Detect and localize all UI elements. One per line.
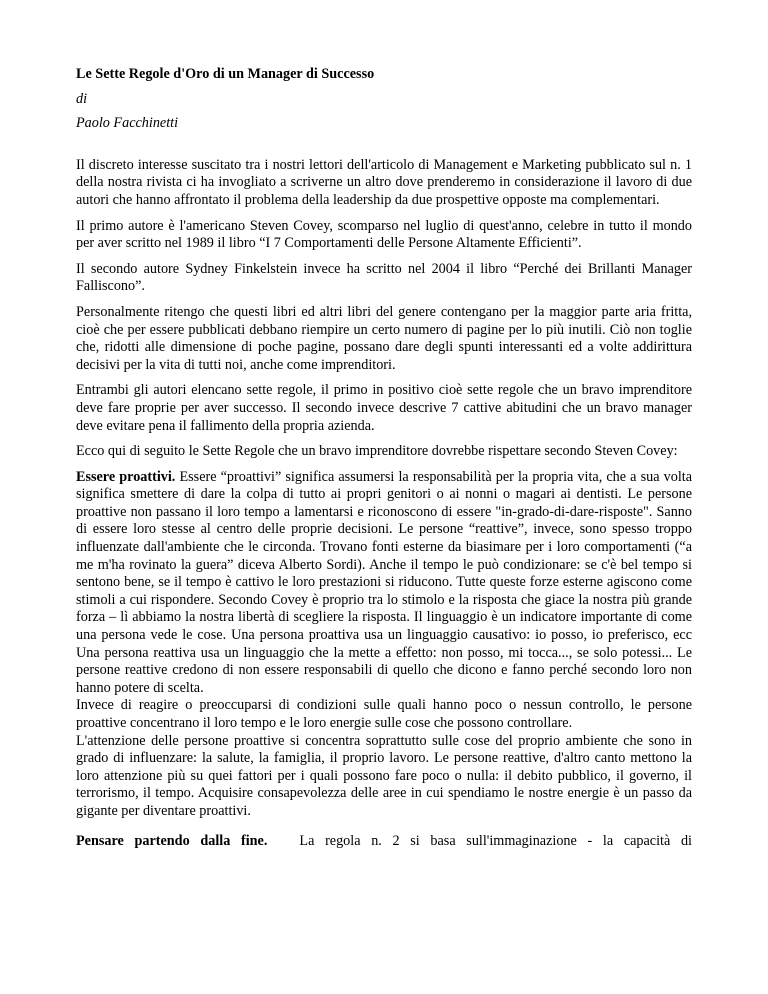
rule-1-paragraph-3: L'attenzione delle persone proattive si concentra soprattutto sulle cose del proprio ambiente che sono in grado di influenzare: la salute, la famiglia, il proprio lavoro. Le persone reattive, d'altro canto mettono la loro attenzione più su quei fattori per i quali possono fare poco o nulla: il debito pubblico, il governo, il terrorismo, il tempo. Acquisire consapevolezza delle aree in cui spendiamo le nostre energie è un passo da gigante per diventare proattivi. [76, 732, 692, 819]
rule-1-paragraph [76, 469, 692, 698]
paragraph-list-intro: Ecco qui di seguito le Sette Regole che un bravo imprenditore dovrebbe rispettare secondo Steven Covey: [76, 443, 678, 460]
paragraph-opinion: Personalmente ritengo che questi libri ed altri libri del genere contengano per la maggior parte aria fritta, cioè che per essere pubblicati debbano riempire un certo numero di pagine per lo più inutili. Ciò non toglie che, ridotti alle dimensione di poche pagine, possano dare degli spunti interessanti ed a volte addirittura decisivi per la vita di tutti noi, anche come imprenditori. [76, 303, 692, 373]
rule-2-heading: Pensare partendo dalla fine. [76, 832, 268, 849]
paragraph-covey: Il primo autore è l'americano Steven Covey, scomparso nel luglio di quest'anno, celebre in tutto il mondo per aver scritto nel 1989 il libro “I 7 Comportamenti delle Persone Altamente Efficienti”. [76, 217, 692, 252]
byline: di [76, 90, 88, 107]
rule-1-section [76, 469, 692, 821]
rule-1-text: Essere “proattivi” significa assumersi la responsabilità per la propria vita, che a sua volta significa smettere di dare la colpa di tutto ai propri genitori o ai nonni o magari ai dentisti. Le persone proattive non passano il loro tempo a lamentarsi e riconoscono di essere "in-grado-di-dare-risposte". Sanno di essere loro stesse al centro delle proprie decisioni. Le persone “reattive”, invece, sono spesso troppo influenzate dall'ambiente che le circonda. Trovano fonti esterne da biasimare per i loro comportamenti (“a me m'ha rovinato la guera” diceva Alberto Sordi). Anche il tempo le può condizionare: se c'è bel tempo si sentono bene, se il tempo è cattivo le loro prestazioni si riducono. Tutte queste forze esterne agiscono come stimoli a cui rispondere. Secondo Covey è proprio tra lo stimolo e la risposta che giace la nostra più grande forza – lì abbiamo la nostra libertà di scegliere la risposta. Il linguaggio è un indicatore importante di come una persona vede le cose. Una persona proattiva usa un linguaggio causativo: io posso, io preferisco, ecc Una persona reattiva usa un linguaggio che la mette a effetto: non posso, mi tocca..., se solo potessi... Le persone reattive credono di non essere responsabili di quello che dicono e fanno perché secondo loro non hanno potere di scelta. [76, 468, 692, 696]
rule-2-paragraph [76, 833, 692, 851]
rule-2-text: La regola n. 2 si basa sull'immaginazione - la capacità di [267, 832, 692, 849]
rule-1-heading: Essere proattivi. [76, 468, 176, 485]
paragraph-finkelstein: Il secondo autore Sydney Finkelstein invece ha scritto nel 2004 il libro “Perché dei Brillanti Manager Falliscono”. [76, 260, 692, 295]
paragraph-intro: Il discreto interesse suscitato tra i nostri lettori dell'articolo di Management e Marketing pubblicato sul n. 1 della nostra rivista ci ha invogliato a scriverne un altro dove prenderemo in considerazione il lavoro di due autori che hanno affrontato il problema della leadership da due prospettive opposte ma complementari. [76, 156, 692, 208]
document-title: Le Sette Regole d'Oro di un Manager di Successo [76, 66, 375, 82]
author-name: Paolo Facchinetti [76, 115, 179, 132]
paragraph-seven-rules: Entrambi gli autori elencano sette regole, il primo in positivo cioè sette regole che un bravo imprenditore deve fare proprie per aver successo. Il secondo invece descrive 7 cattive abitudini che un bravo manager deve evitare pena il fallimento della propria azienda. [76, 382, 692, 434]
rule-1-paragraph-2: Invece di reagire o preoccuparsi di condizioni sulle quali hanno poco o nessun controllo, le persone proattive concentrano il loro tempo e le loro energie sulle cose che possono controllare. [76, 697, 692, 731]
